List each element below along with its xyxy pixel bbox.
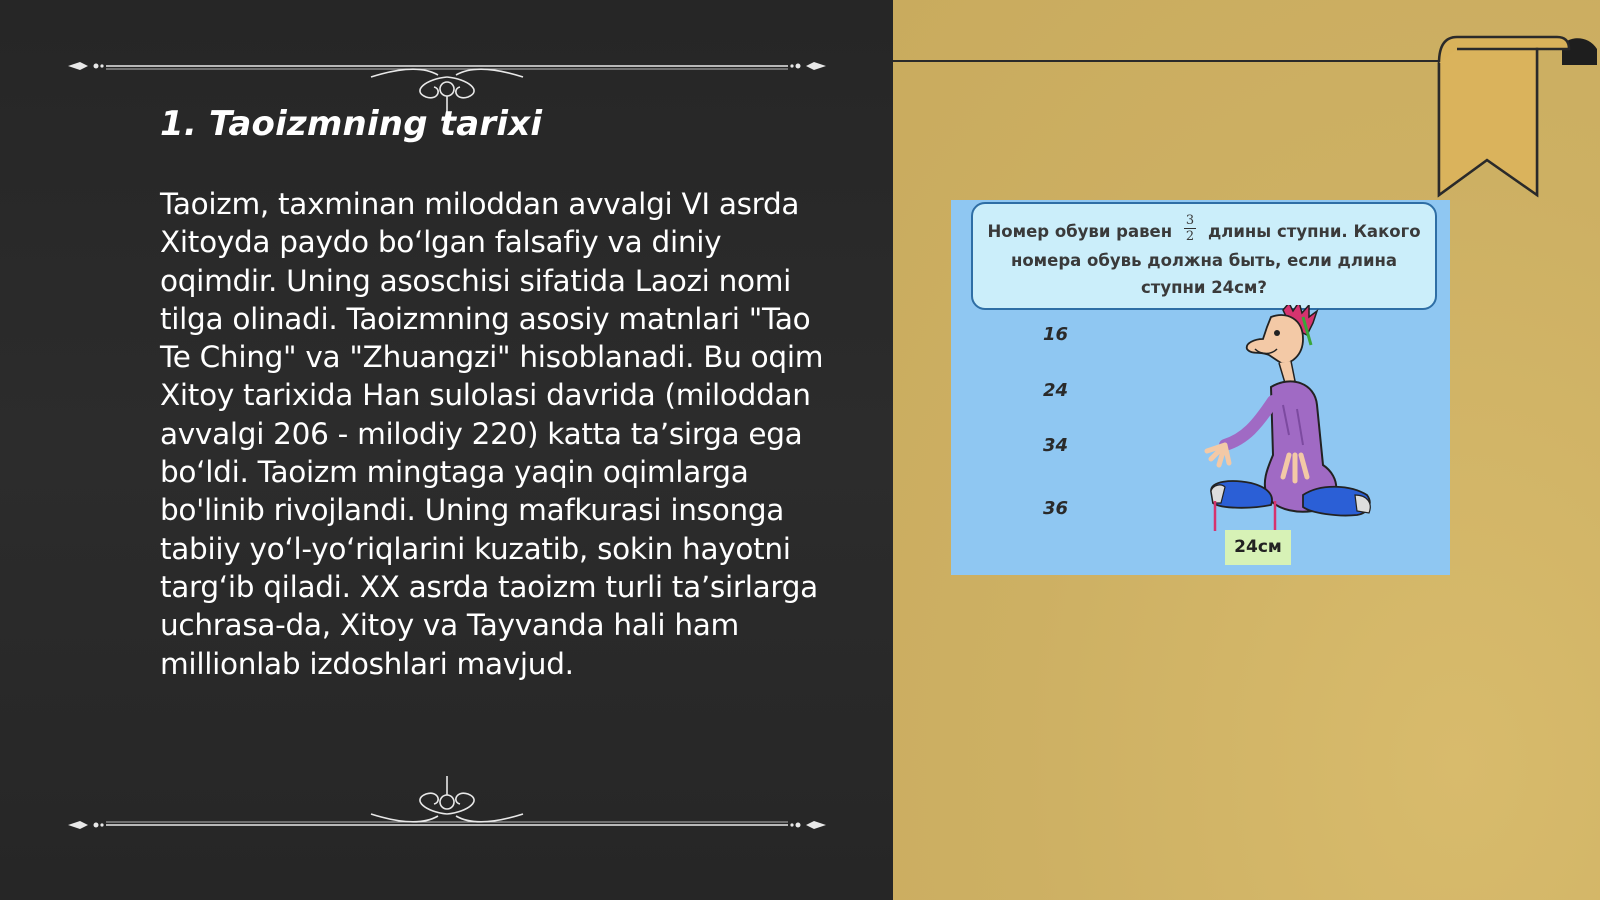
question-text-part1: Номер обуви равен [987,222,1173,241]
fraction [1184,214,1196,243]
answer-option-34: 34 [1043,435,1069,456]
answer-option-24: 24 [1043,380,1069,401]
slide-body-text: Taoizm, taxminan miloddan avvalgi VI asrda Xitoyda paydo bo‘lgan falsafiy va diniy oqimdir. Uning asoschisi sifatida Laozi nomi tilga olinadi. Taoizmning asosiy matnlari "Tao Te Ching" va "Zhuangzi" hisoblanadi. Bu oqim Xitoy tarixida Han sulolasi davrida (miloddan avvalgi 206 - milodiy 220) katta ta’sirga ega bo‘ldi. Taoizm mingtaga yaqin oqimlarga bo'linib rivojlandi. Uning mafkurasi insonga tabiiy yo‘l-yo‘riqlarini kuzatib, sokin hayotni targ‘ib qiladi. XX asrda taoizm turli ta’sirlarga uchrasa-da, Xitoy va Tayvanda hali ham millionlab izdoshlari mavjud. [160,187,824,681]
bookmark-ribbon-icon [1437,35,1600,205]
slide-title: 1. Taoizmning tarixi [160,104,543,144]
bottom-ornament-flourish [66,772,828,832]
question-text-part2: длины ступни. Какого [1207,222,1421,241]
answer-option-36: 36 [1043,498,1069,519]
panel-divider-line [893,60,1438,62]
fraction-numerator: 3 [1185,213,1195,228]
question-box [971,202,1437,310]
question-text-line2: номера обувь должна быть, если длина [1010,251,1398,270]
shoe-size-problem-picture [951,200,1450,575]
answer-option-16: 16 [1043,324,1069,345]
foot-length-label: 24см [1225,530,1291,565]
fraction-denominator: 2 [1185,229,1195,244]
question-text-line3: ступни 24см? [1140,278,1267,297]
